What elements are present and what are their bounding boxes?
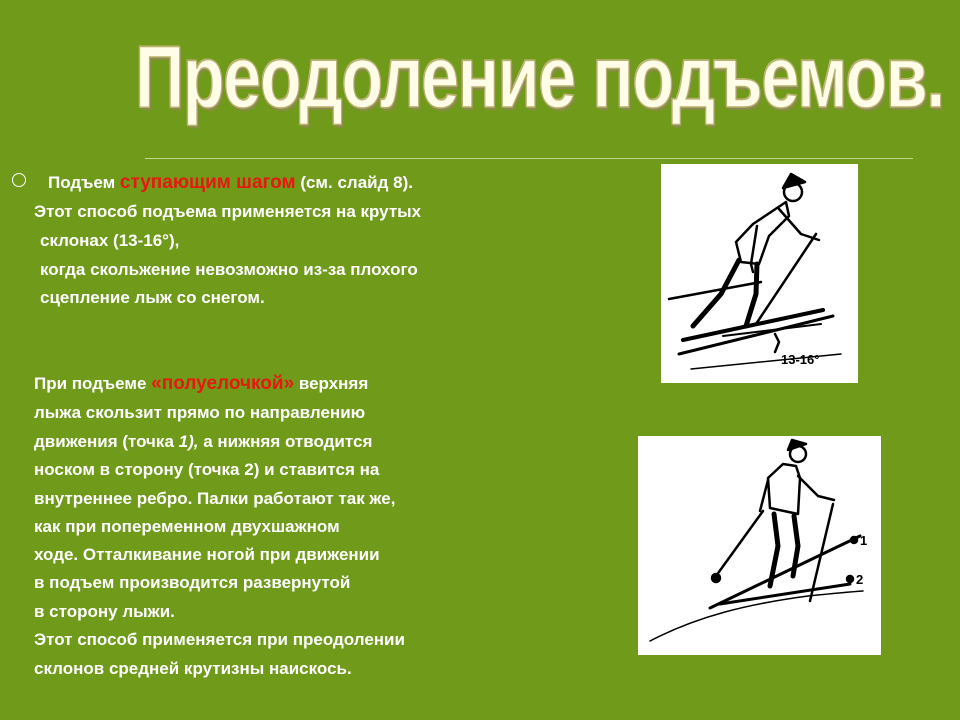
herringbone-skier-icon [638, 436, 881, 655]
point-1-label: 1 [860, 533, 868, 548]
slide-title: Преодоление подъемов. [135, 27, 944, 126]
block2-highlight: «полуелочкой» [151, 373, 295, 394]
block2-line3 [34, 432, 372, 452]
block2-line1-post: верхняя [294, 374, 369, 393]
block2-line7: ходе. Отталкивание ногой при движении [34, 545, 380, 564]
stepping-skier-icon [661, 164, 858, 383]
block2-line2: лыжа скользит прямо по направлению [34, 403, 366, 422]
block1-line4: когда скольжение невозможно из-за плохого [40, 260, 418, 279]
block2-line3-post: а нижняя отводится [198, 432, 373, 451]
figure-stepping-skier [661, 164, 858, 383]
title-divider [145, 158, 913, 159]
point-2-label: 2 [856, 572, 864, 587]
angle-label: 13-16° [781, 352, 820, 367]
block2-line5: внутреннее ребро. Палки работают так же, [34, 489, 396, 508]
block2-line4: носком в сторону (точка 2) и ставится на [34, 460, 380, 479]
block2-line3-italic: 1), [178, 432, 199, 451]
figure-herringbone-skier [638, 436, 881, 655]
block2-line6: как при попеременном двухшажном [34, 517, 340, 536]
bullet-icon [12, 173, 26, 187]
block1-line3: склонах (13-16°), [40, 231, 180, 250]
block1-line1-pre: Подъем [48, 173, 120, 192]
block2-line11: склонов средней крутизны наискось. [34, 659, 352, 678]
block2-line1-pre: При подъеме [34, 374, 152, 393]
block1-line1 [48, 172, 413, 194]
block1-line2: Этот способ подъема применяется на крутых [34, 202, 422, 221]
block1-highlight: ступающим шагом [119, 172, 296, 193]
block2-line3-pre: движения (точка [34, 432, 179, 451]
block2-line10: Этот способ применяется при преодолении [34, 630, 405, 649]
block2-line9: в сторону лыжи. [34, 602, 175, 621]
block2-line8: в подъем производится развернутой [34, 573, 351, 592]
block1-line5: сцепление лыж со снегом. [40, 288, 265, 307]
block1-line1-post: (см. слайд 8). [295, 173, 413, 192]
block2-line1 [34, 373, 368, 395]
